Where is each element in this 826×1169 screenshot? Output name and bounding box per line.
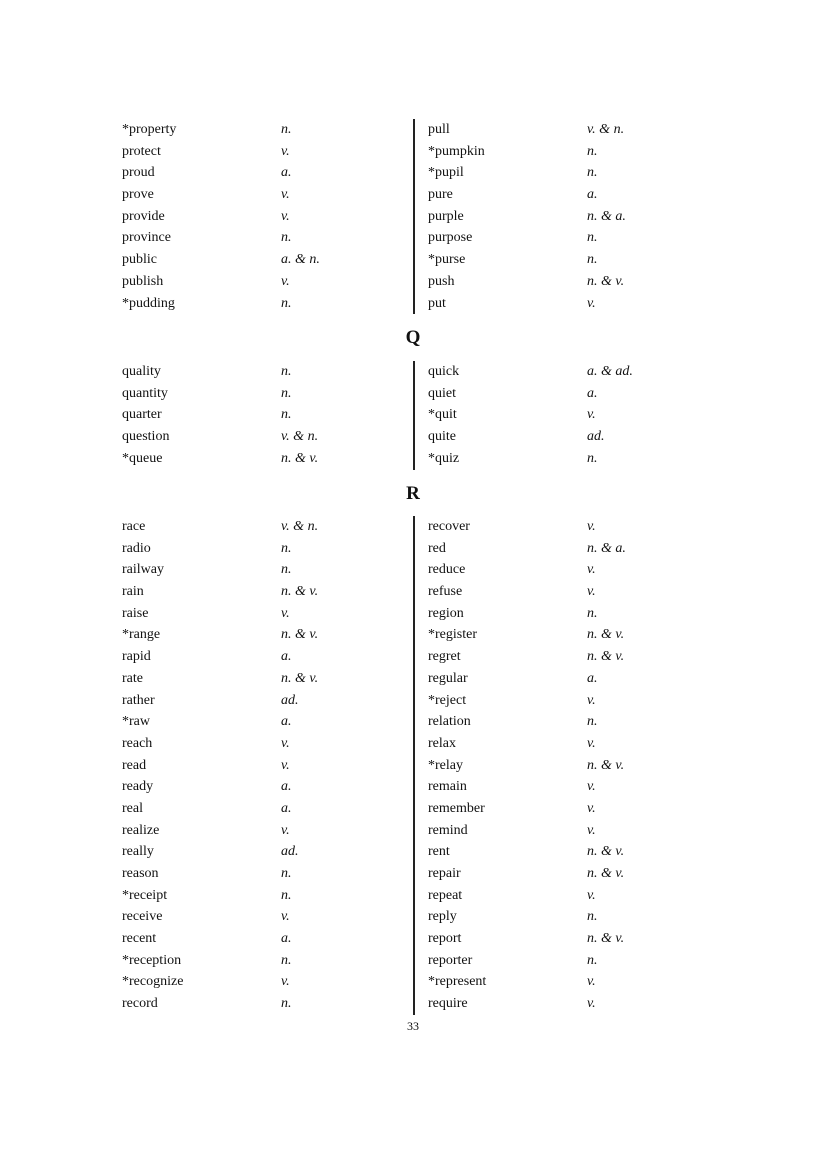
entry-word: push [428, 273, 455, 289]
entry-word: *quiz [428, 450, 460, 466]
entry-part-of-speech: v. [587, 407, 596, 423]
entry-word: quite [428, 429, 456, 445]
entry-word: remain [428, 779, 467, 795]
entry-part-of-speech: n. & a. [587, 540, 626, 556]
entry-word: relax [428, 735, 456, 751]
entry-part-of-speech: n. [587, 143, 598, 159]
entry-part-of-speech: n. [281, 562, 292, 578]
entry-word: quantity [122, 385, 168, 401]
entry-part-of-speech: n. [281, 295, 292, 311]
entry-part-of-speech: n. [587, 605, 598, 621]
entry-word: *relay [428, 757, 463, 773]
entry-word: rapid [122, 649, 151, 665]
entry-part-of-speech: a. [281, 165, 292, 181]
entry-word: regular [428, 670, 468, 686]
entry-part-of-speech: n. & v. [587, 757, 625, 773]
entry-word: region [428, 605, 464, 621]
entry-part-of-speech: v. [281, 822, 290, 838]
entry-part-of-speech: n. & v. [587, 844, 625, 860]
entry-word: *range [122, 627, 161, 643]
entry-part-of-speech: n. [587, 714, 598, 730]
entry-part-of-speech: n. [587, 450, 598, 466]
entry-word: quarter [122, 407, 162, 423]
entry-word: remind [428, 822, 468, 838]
entry-part-of-speech: v. [587, 779, 596, 795]
entry-word: reason [122, 866, 159, 881]
entry-word: rate [122, 670, 143, 686]
entry-word: rather [122, 692, 155, 708]
entry-part-of-speech: v. [587, 519, 596, 534]
entry-part-of-speech: a. & ad. [587, 364, 633, 379]
entry-word: pure [428, 187, 453, 203]
entry-part-of-speech: v. [281, 974, 290, 990]
entry-part-of-speech: n. [281, 385, 292, 401]
entry-word: public [122, 252, 157, 268]
entry-word: *queue [122, 450, 163, 466]
entry-word: report [428, 931, 462, 947]
entry-word: read [122, 757, 147, 773]
entry-word: *raw [122, 714, 150, 730]
entry-word: *purse [428, 252, 466, 268]
entry-part-of-speech: n. [281, 364, 292, 379]
entry-part-of-speech: n. [587, 165, 598, 181]
entry-part-of-speech: v. [587, 735, 596, 751]
entry-part-of-speech: n. & a. [587, 208, 626, 224]
entry-word: reduce [428, 562, 466, 578]
entry-part-of-speech: v. & n. [587, 122, 625, 137]
entry-part-of-speech: v. [281, 187, 290, 203]
column-divider [413, 119, 415, 314]
entry-word: purple [428, 208, 464, 224]
entry-part-of-speech: v. [281, 143, 290, 159]
entry-part-of-speech: n. & v. [281, 584, 319, 600]
entry-word: *recognize [122, 974, 184, 990]
entry-part-of-speech: a. [281, 649, 292, 665]
entry-part-of-speech: n. [587, 952, 598, 968]
entry-part-of-speech: n. [281, 540, 292, 556]
entry-word: regret [428, 649, 461, 665]
entry-part-of-speech: n. [281, 996, 292, 1012]
entry-part-of-speech: a. [281, 779, 292, 795]
entry-word: red [428, 540, 446, 556]
entry-word: relation [428, 714, 471, 730]
entry-word: radio [122, 540, 151, 556]
entry-word: ready [122, 779, 154, 795]
entry-word: rent [428, 844, 450, 860]
entry-word: *pumpkin [428, 143, 485, 159]
entry-word: put [428, 295, 446, 311]
entry-word: real [122, 800, 143, 816]
entry-part-of-speech: v. [281, 273, 290, 289]
entry-part-of-speech: n. & v. [587, 273, 625, 289]
entry-word: remember [428, 800, 485, 816]
entry-part-of-speech: v. [587, 800, 596, 816]
entry-part-of-speech: v. [587, 692, 596, 708]
entry-word: purpose [428, 230, 473, 246]
entry-part-of-speech: n. & v. [587, 627, 625, 643]
page-number: 33 [407, 1019, 419, 1033]
entry-part-of-speech: n. [587, 252, 598, 268]
entry-word: provide [122, 208, 165, 224]
entry-word: *pupil [428, 165, 464, 181]
entry-word: record [122, 996, 158, 1012]
entry-word: *receipt [122, 887, 168, 903]
entry-part-of-speech: v. [587, 584, 596, 600]
entry-word: reach [122, 735, 153, 751]
entry-word: recover [428, 519, 470, 534]
entry-word: refuse [428, 584, 463, 600]
entry-part-of-speech: n. [281, 407, 292, 423]
entry-part-of-speech: v. [587, 562, 596, 578]
entry-part-of-speech: v. [281, 208, 290, 224]
entry-part-of-speech: n. & v. [281, 627, 319, 643]
letter-heading-q: Q [405, 327, 421, 348]
entry-word: *quit [428, 407, 457, 423]
letter-heading-r: R [406, 483, 420, 504]
entry-word: *property [122, 122, 177, 137]
entry-part-of-speech: n. [587, 230, 598, 246]
entry-word: *register [428, 627, 477, 643]
entry-part-of-speech: v. & n. [281, 519, 319, 534]
entry-part-of-speech: a. [587, 187, 598, 203]
column-divider [413, 516, 415, 1015]
entry-word: quick [428, 364, 460, 379]
entry-part-of-speech: n. [587, 909, 598, 925]
entry-part-of-speech: n. [281, 122, 292, 137]
entry-part-of-speech: v. [587, 295, 596, 311]
entry-word: publish [122, 273, 164, 289]
entry-part-of-speech: n. & v. [587, 649, 625, 665]
entry-part-of-speech: v. [281, 909, 290, 925]
entry-part-of-speech: n. & v. [587, 931, 625, 947]
entry-part-of-speech: v. [587, 974, 596, 990]
entry-part-of-speech: a. [587, 670, 598, 686]
entry-part-of-speech: a. [281, 714, 292, 730]
entry-word: rain [122, 584, 144, 600]
entry-word: proud [122, 165, 155, 181]
entry-part-of-speech: v. [281, 605, 290, 621]
entry-part-of-speech: n. & v. [281, 450, 319, 466]
entry-part-of-speech: n. [281, 230, 292, 246]
entry-part-of-speech: v. & n. [281, 429, 319, 445]
entry-word: really [122, 844, 154, 860]
entry-part-of-speech: v. [587, 887, 596, 903]
entry-word: recent [122, 931, 157, 947]
entry-word: receive [122, 909, 163, 925]
entry-word: repair [428, 866, 461, 881]
entry-part-of-speech: a. [281, 931, 292, 947]
entry-word: *represent [428, 974, 487, 990]
entry-word: quality [122, 364, 161, 379]
entry-part-of-speech: n. [281, 887, 292, 903]
entry-part-of-speech: a. [281, 800, 292, 816]
entry-part-of-speech: a. [587, 385, 598, 401]
entry-part-of-speech: n. [281, 866, 292, 881]
entry-part-of-speech: ad. [587, 429, 605, 445]
entry-word: realize [122, 822, 160, 838]
entry-part-of-speech: n. & v. [587, 866, 625, 881]
entry-word: *reception [122, 952, 182, 968]
entry-word: province [122, 230, 171, 246]
entry-word: prove [122, 187, 154, 203]
entry-word: *pudding [122, 295, 175, 311]
column-divider [413, 361, 415, 470]
entry-word: protect [122, 143, 161, 159]
entry-word: reply [428, 909, 457, 925]
entry-word: repeat [428, 887, 463, 903]
entry-part-of-speech: v. [281, 735, 290, 751]
entry-word: require [428, 996, 468, 1012]
entry-part-of-speech: v. [587, 996, 596, 1012]
entry-word: pull [428, 122, 450, 137]
entry-part-of-speech: n. & v. [281, 670, 319, 686]
entry-word: raise [122, 605, 149, 621]
entry-part-of-speech: v. [587, 822, 596, 838]
entry-word: railway [122, 562, 164, 578]
entry-part-of-speech: n. [281, 952, 292, 968]
entry-part-of-speech: ad. [281, 692, 299, 708]
entry-word: reporter [428, 952, 473, 968]
entry-part-of-speech: ad. [281, 844, 299, 860]
entry-part-of-speech: v. [281, 757, 290, 773]
entry-word: quiet [428, 385, 456, 401]
entry-word: race [122, 519, 146, 534]
entry-word: *reject [428, 692, 467, 708]
entry-part-of-speech: a. & n. [281, 252, 320, 268]
entry-word: question [122, 429, 170, 445]
